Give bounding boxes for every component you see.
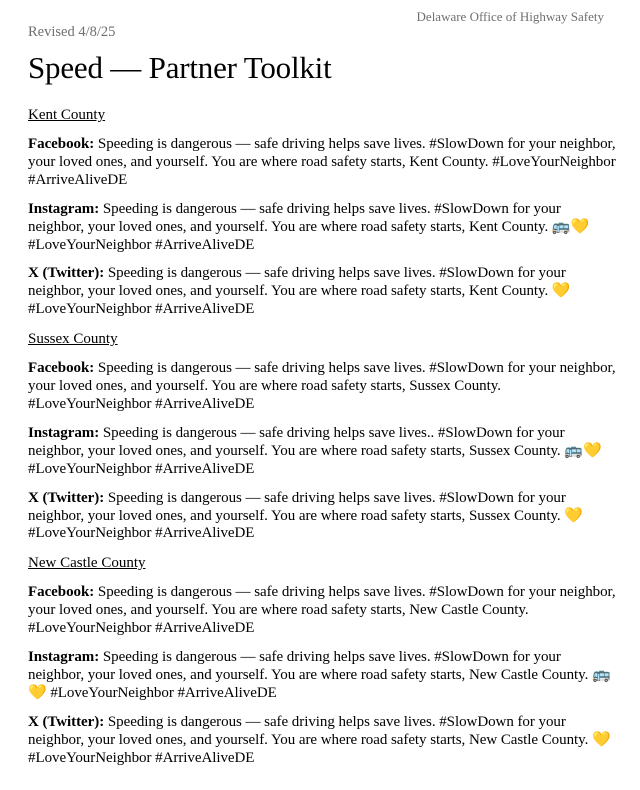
post-text: Speeding is dangerous — safe driving helps save lives.. #SlowDown for your neighbor, your loved ones, and yourself. You are where road safety starts, Sussex County. 🚌💛 #LoveYourNeighbor #ArriveAliveDE	[28, 424, 602, 477]
post-text: Speeding is dangerous — safe driving helps save lives. #SlowDown for your neighbor, your loved ones, and yourself. You are where road safety starts, New Castle County. #LoveYourNeighbor #ArriveAliveDE	[28, 584, 616, 637]
post-text: Speeding is dangerous — safe driving helps save lives. #SlowDown for your neighbor, your loved ones, and yourself. You are where road safety starts, Kent County. 🚌💛 #LoveYourNeighbor #ArriveAliveDE	[28, 200, 590, 253]
platform-label: X (Twitter):	[28, 489, 105, 506]
platform-label: Instagram:	[28, 424, 100, 441]
county-heading: Kent County	[28, 107, 106, 123]
post-text: Speeding is dangerous — safe driving helps save lives. #SlowDown for your neighbor, your loved ones, and yourself. You are where road safety starts, New Castle County. 💛 #LoveYourNeighbor #ArriveAliveDE	[28, 713, 611, 766]
platform-label: X (Twitter):	[28, 265, 105, 282]
platform-label: X (Twitter):	[28, 713, 105, 730]
platform-label: Facebook:	[28, 136, 95, 152]
post-text: Speeding is dangerous — safe driving helps save lives. #SlowDown for your neighbor, your loved ones, and yourself. You are where road safety starts, New Castle County. 🚌💛 #LoveYourNeighbor #ArriveAliveDE	[28, 649, 611, 701]
platform-label: Instagram:	[28, 200, 100, 217]
page-title: Speed — Partner Toolkit	[28, 50, 332, 85]
post-facebook	[28, 584, 618, 638]
post-text: Speeding is dangerous — safe driving helps save lives. #SlowDown for your neighbor, your loved ones, and yourself. You are where road safety starts, Sussex County. #LoveYourNeighbor #ArriveAliveDE	[28, 360, 616, 412]
section-new-castle-county	[28, 554, 618, 767]
post-instagram	[28, 201, 618, 255]
post-x-twitter	[28, 265, 618, 319]
post-facebook	[28, 360, 618, 414]
post-text: Speeding is dangerous — safe driving helps save lives. #SlowDown for your neighbor, your loved ones, and yourself. You are where road safety starts, Kent County. 💛 #LoveYourNeighbor #ArriveAliveDE	[28, 265, 571, 318]
post-x-twitter	[28, 714, 618, 768]
post-x-twitter	[28, 490, 618, 544]
platform-label: Instagram:	[28, 649, 100, 666]
platform-label: Facebook:	[28, 584, 95, 601]
section-kent-county	[28, 106, 618, 319]
document-body	[28, 106, 618, 778]
post-instagram	[28, 649, 618, 703]
post-text: Speeding is dangerous — safe driving helps save lives. #SlowDown for your neighbor, your loved ones, and yourself. You are where road safety starts, Sussex County. 💛 #LoveYourNeighbor #ArriveAliveDE	[28, 489, 583, 542]
post-instagram	[28, 425, 618, 479]
platform-label: Facebook:	[28, 360, 95, 377]
section-sussex-county	[28, 330, 618, 543]
post-facebook	[28, 136, 618, 190]
revised-date: Revised 4/8/25	[28, 24, 116, 40]
county-heading: New Castle County	[28, 555, 146, 572]
county-heading: Sussex County	[28, 331, 118, 348]
organization-name: Delaware Office of Highway Safety	[416, 9, 604, 24]
post-text: Speeding is dangerous — safe driving helps save lives. #SlowDown for your neighbor, your loved ones, and yourself. You are where road safety starts, Kent County. #LoveYourNeighbor #ArriveAliveDE	[28, 136, 616, 188]
